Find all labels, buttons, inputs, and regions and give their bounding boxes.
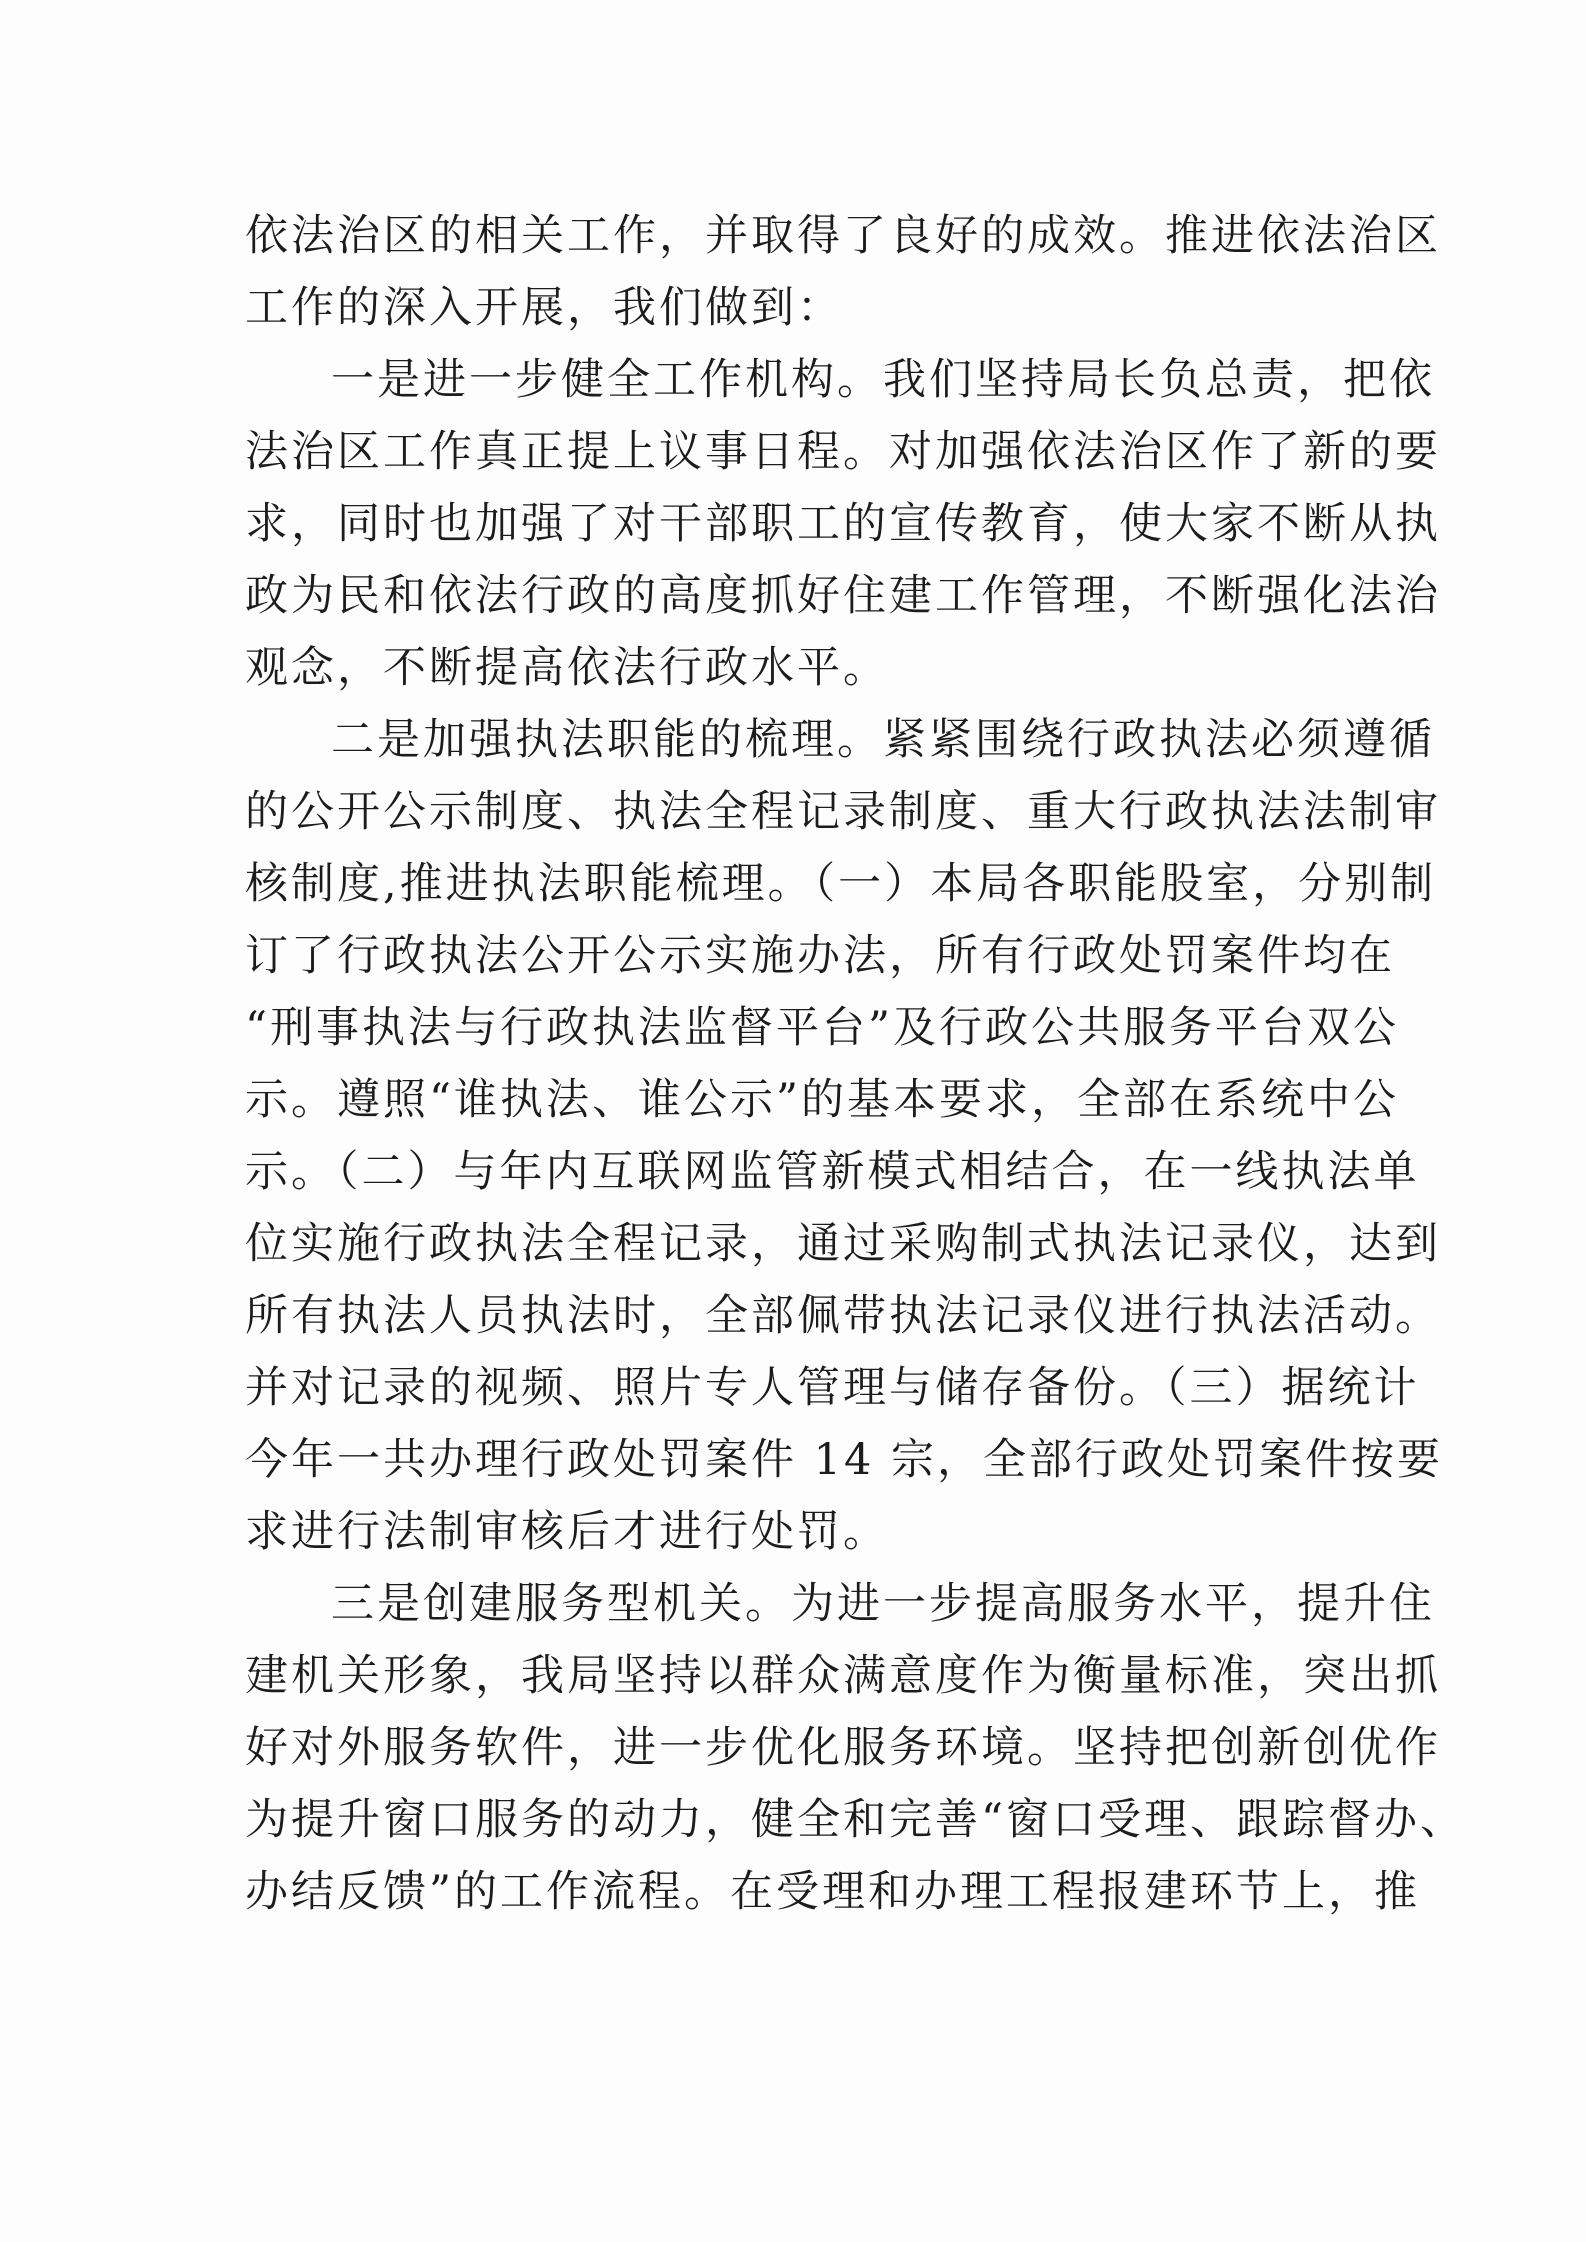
text-line: 位实施行政执法全程记录，通过采购制式执法记录仪，达到 [245, 1219, 1441, 1269]
text-line: 好对外服务软件，进一步优化服务环境。坚持把创新创优作 [245, 1723, 1441, 1773]
text-line: 的公开公示制度、执法全程记录制度、重大行政执法法制审 [245, 787, 1441, 837]
paragraph-start-line: 二是加强执法职能的梳理。紧紧围绕行政执法必须遵循 [331, 715, 1435, 765]
text-line: 并对记录的视频、照片专人管理与储存备份。（三）据统计 [245, 1363, 1420, 1413]
text-line: 求，同时也加强了对干部职工的宣传教育，使大家不断从执 [245, 499, 1441, 549]
text-line: 示。（二）与年内互联网监管新模式相结合，在一线执法单 [245, 1147, 1420, 1197]
body-text [245, 200, 1466, 1928]
text-line: 订了行政执法公开公示实施办法，所有行政处罚案件均在 [245, 931, 1395, 981]
text-line: 示。遵照“谁执法、谁公示”的基本要求，全部在系统中公 [245, 1075, 1399, 1125]
text-line: 依法治区的相关工作，并取得了良好的成效。推进依法治区 [245, 211, 1441, 261]
text-line: 为提升窗口服务的动力，健全和完善“窗口受理、跟踪督办、 [245, 1795, 1466, 1845]
text-line: 求进行法制审核后才进行处罚。 [245, 1507, 889, 1557]
text-line: “刑事执法与行政执法监督平台”及行政公共服务平台双公 [245, 1003, 1399, 1053]
text-line: 工作的深入开展，我们做到： [245, 283, 843, 333]
text-line: 所有执法人员执法时，全部佩带执法记录仪进行执法活动。 [245, 1291, 1441, 1341]
paragraph-start-line: 三是创建服务型机关。为进一步提高服务水平，提升住 [331, 1579, 1435, 1629]
text-line: 核制度,推进执法职能梳理。（一）本局各职能股室，分别制 [245, 859, 1437, 909]
text-line: 法治区工作真正提上议事日程。对加强依法治区作了新的要 [245, 427, 1441, 477]
text-line: 办结反馈”的工作流程。在受理和办理工程报建环节上，推 [245, 1867, 1420, 1917]
text-line: 观念，不断提高依法行政水平。 [245, 643, 889, 693]
text-line: 建机关形象，我局坚持以群众满意度作为衡量标准，突出抓 [245, 1651, 1441, 1701]
paragraph-start-line: 一是进一步健全工作机构。我们坚持局长负总责，把依 [331, 355, 1435, 405]
text-line: 今年一共办理行政处罚案件 14 宗，全部行政处罚案件按要 [245, 1435, 1444, 1485]
text-line: 政为民和依法行政的高度抓好住建工作管理，不断强化法治 [245, 571, 1441, 621]
